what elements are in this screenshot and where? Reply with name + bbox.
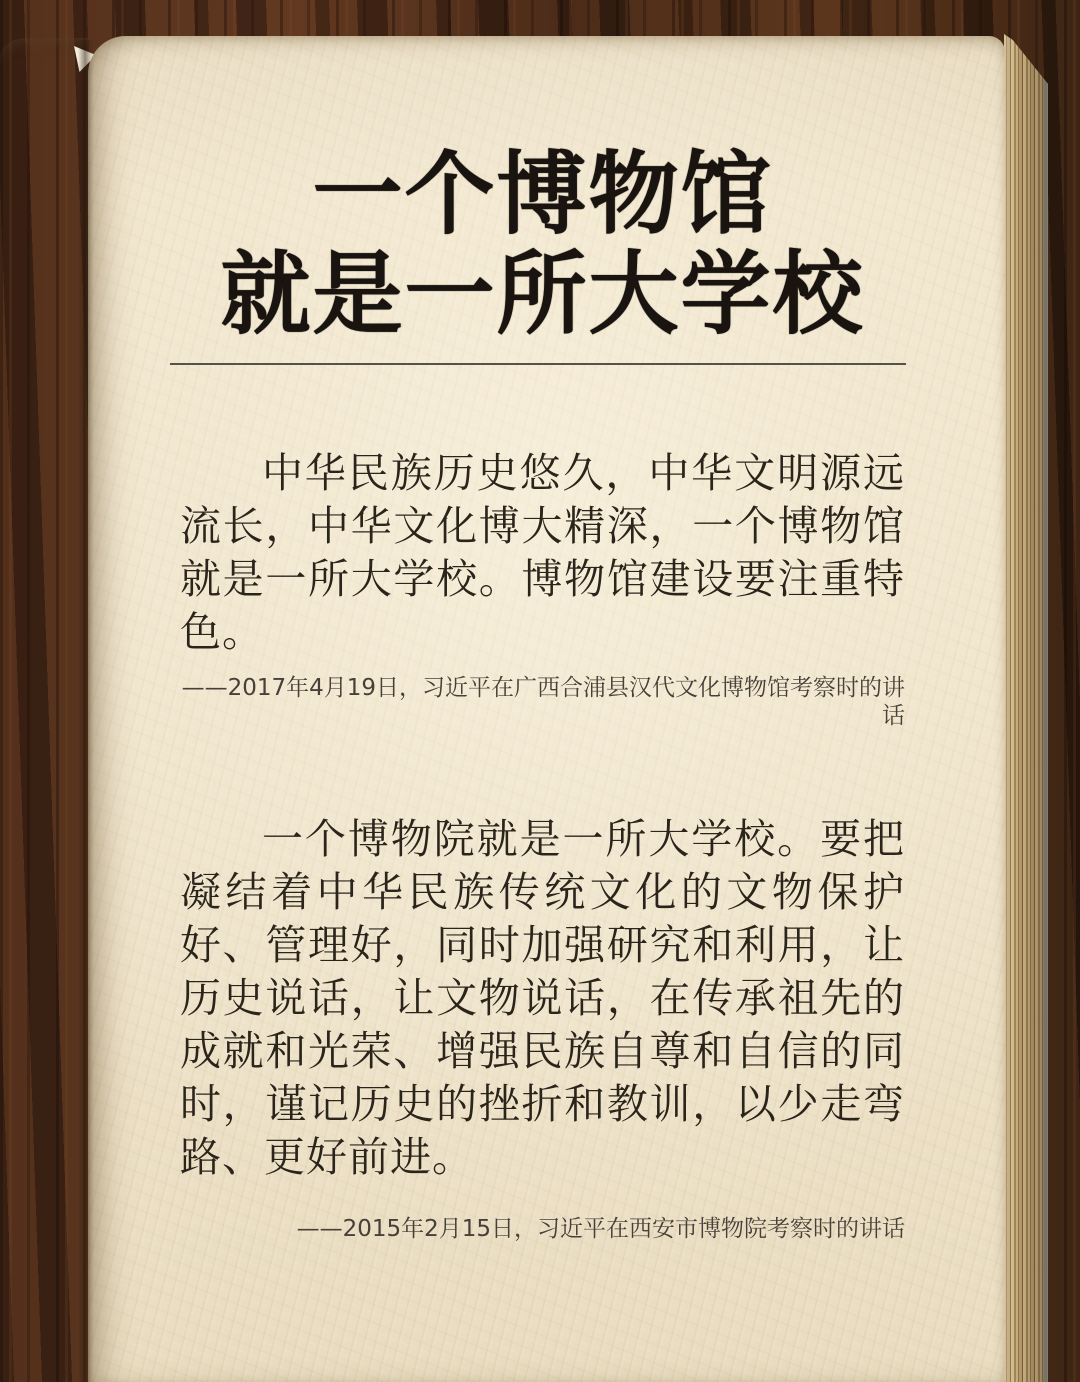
left-page (0, 38, 88, 1382)
quote-1-text: 中华民族历史悠久，中华文明源远流长，中华文化博大精深，一个博物馆就是一所大学校。博物馆建设要注重特色。 (180, 449, 905, 656)
book-gutter-shadow (78, 40, 94, 1382)
title-line-1: 一个博物馆 (312, 141, 773, 247)
right-page (88, 36, 1005, 1382)
quote-1-attribution: ——2017年4月19日，习近平在广西合浦县汉代文化博物馆考察时的讲话 (181, 675, 905, 729)
title-line-2: 就是一所大学校 (220, 241, 865, 347)
page-title (180, 141, 905, 347)
quote-2-text: 一个博物院就是一所大学校。要把凝结着中华民族传统文化的文物保护好、管理好，同时加强研究和利用，让历史说话，让文物说话，在传承祖先的成就和光荣、增强民族自尊和自信的同时，谨记历史的挫折和教训，以少走弯路、更好前进。 (180, 815, 905, 1181)
quote-2-attribution: ——2015年2月15日，习近平在西安市博物院考察时的讲话 (296, 1216, 905, 1242)
title-divider (170, 363, 906, 365)
page-edge-stack (1004, 34, 1048, 1382)
